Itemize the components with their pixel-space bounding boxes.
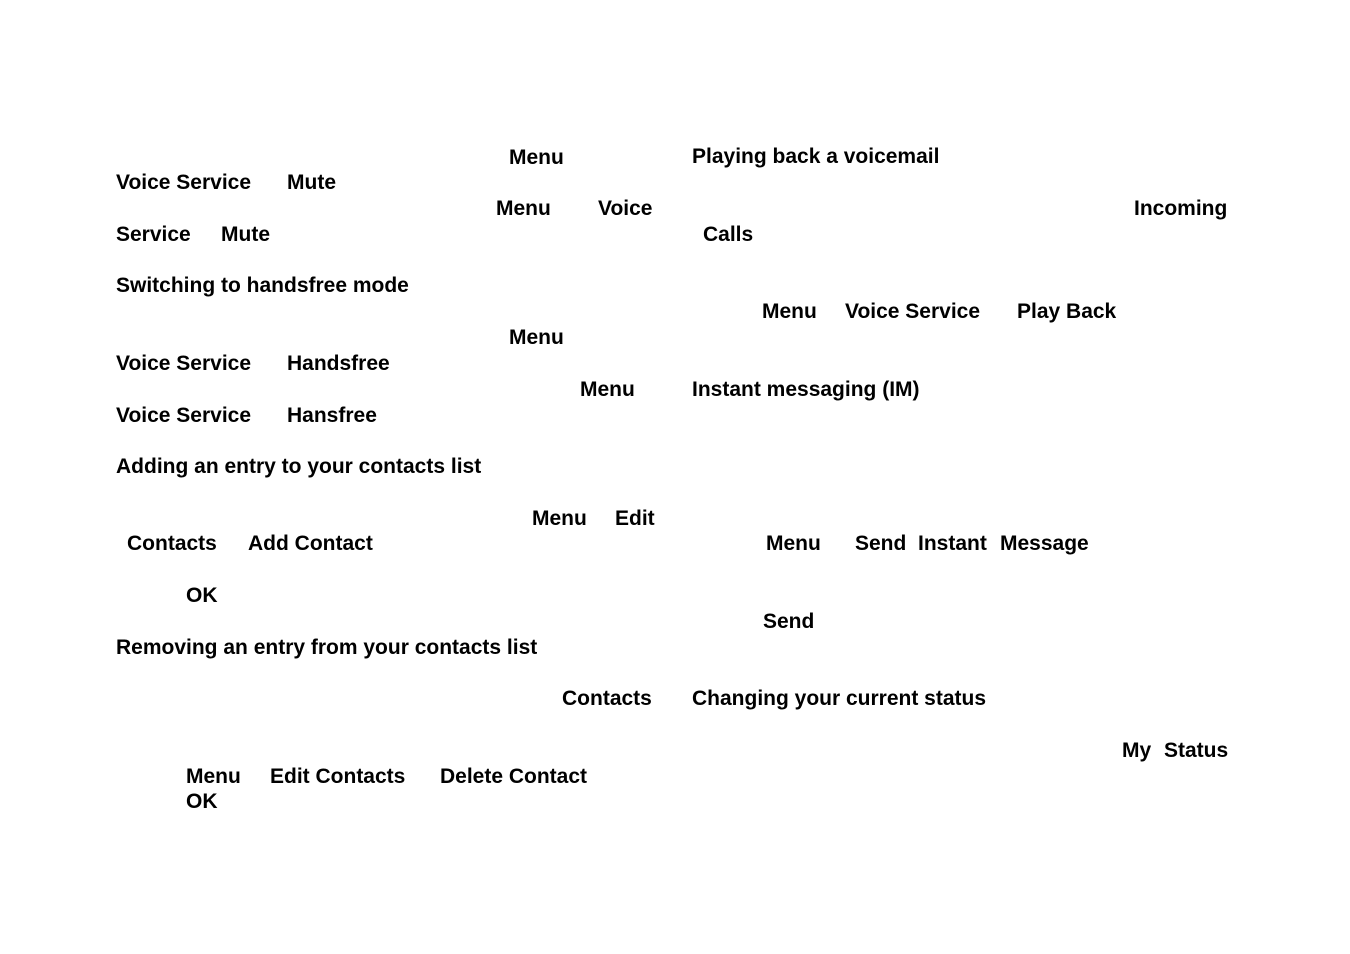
- hansfree-label: Hansfree: [287, 404, 377, 427]
- menu-label: Menu: [762, 300, 817, 323]
- menu-label: Menu: [532, 507, 587, 530]
- section-heading-add-contact: Adding an entry to your contacts list: [116, 455, 482, 478]
- service-label: Service: [116, 223, 191, 246]
- play-back-label: Play Back: [1017, 300, 1117, 323]
- contacts-label: Contacts: [562, 687, 652, 710]
- handsfree-label: Handsfree: [287, 352, 390, 375]
- message-label: Message: [1000, 532, 1089, 555]
- mute-label: Mute: [287, 171, 336, 194]
- section-heading-handsfree: Switching to handsfree mode: [116, 274, 409, 297]
- section-heading-status: Changing your current status: [692, 687, 987, 710]
- incoming-label: Incoming: [1134, 197, 1228, 220]
- add-contact-label: Add Contact: [248, 532, 373, 555]
- menu-label: Menu: [766, 532, 821, 555]
- delete-contact-label: Delete Contact: [440, 765, 588, 788]
- send-button-label: Send: [763, 610, 815, 633]
- menu-label: Menu: [580, 378, 635, 401]
- my-label: My: [1122, 739, 1152, 762]
- contacts-label: Contacts: [127, 532, 217, 555]
- voice-service-label: Voice Service: [116, 171, 252, 194]
- section-heading-voicemail: Playing back a voicemail: [692, 145, 940, 168]
- menu-label: Menu: [509, 146, 564, 169]
- section-heading-im: Instant messaging (IM): [692, 378, 920, 401]
- voice-label: Voice: [598, 197, 653, 220]
- edit-contacts-label: Edit Contacts: [270, 765, 406, 788]
- ok-label: OK: [186, 790, 218, 813]
- voice-service-label: Voice Service: [845, 300, 981, 323]
- menu-label: Menu: [186, 765, 241, 788]
- calls-label: Calls: [703, 223, 754, 246]
- instant-label: Instant: [918, 532, 987, 555]
- voice-service-label: Voice Service: [116, 404, 252, 427]
- voice-service-label: Voice Service: [116, 352, 252, 375]
- status-label: Status: [1164, 739, 1229, 762]
- section-heading-remove-contact: Removing an entry from your contacts list: [116, 636, 538, 659]
- menu-label: Menu: [509, 326, 564, 349]
- ok-label: OK: [186, 584, 218, 607]
- edit-label: Edit: [615, 507, 655, 530]
- mute-label: Mute: [221, 223, 270, 246]
- menu-label: Menu: [496, 197, 551, 220]
- send-label: Send: [855, 532, 907, 555]
